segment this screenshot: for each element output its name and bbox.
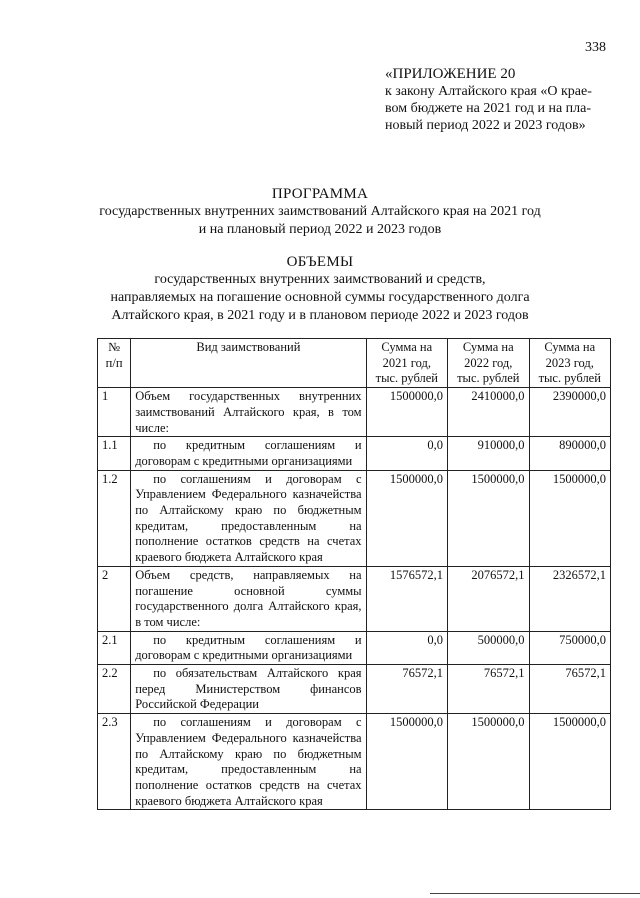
row-sum-2021: 1500000,0 — [366, 470, 447, 566]
table-row — [98, 714, 611, 810]
row-sum-2021: 0,0 — [366, 437, 447, 470]
appendix-title: «ПРИЛОЖЕНИЕ 20 — [385, 66, 516, 82]
row-number: 1.2 — [98, 470, 131, 566]
bottom-divider — [430, 893, 640, 894]
row-sum-2023: 2326572,1 — [529, 566, 611, 631]
volumes-heading — [0, 253, 640, 325]
volumes-subtitle-line: направляемых на погашение основной суммы государственного долга — [110, 290, 530, 305]
table-row — [98, 388, 611, 437]
header-number: № п/п — [98, 339, 131, 388]
row-name: по кредитным соглашениям и договорам с кредитными организациями — [131, 631, 366, 664]
row-sum-2023: 890000,0 — [529, 437, 611, 470]
row-number: 2.1 — [98, 631, 131, 664]
row-sum-2023: 2390000,0 — [529, 388, 611, 437]
program-subtitle-line: государственных внутренних заимствований Алтайского края на 2021 год — [99, 204, 541, 219]
table-row — [98, 437, 611, 470]
appendix-line: вом бюджете на 2021 год и на пла- — [385, 101, 592, 116]
row-sum-2022: 1500000,0 — [448, 470, 529, 566]
row-sum-2021: 1500000,0 — [366, 714, 447, 810]
header-sum-2021: Сумма на 2021 год, тыс. рублей — [366, 339, 447, 388]
row-number: 1.1 — [98, 437, 131, 470]
row-name: по соглашениям и договорам с Управлением Федерального казначейства по Алтайскому краю по бюджетным кредитам, предоставленным на пополнение остатков средств на счетах краевого бюджета Алтайского края — [131, 714, 366, 810]
header-sum-2023: Сумма на 2023 год, тыс. рублей — [529, 339, 611, 388]
borrowings-table — [97, 338, 611, 810]
table-row — [98, 631, 611, 664]
row-number: 2 — [98, 566, 131, 631]
volumes-title: ОБЪЕМЫ — [286, 254, 354, 270]
appendix-line: к закону Алтайского края «О крае- — [385, 84, 592, 99]
row-sum-2022: 500000,0 — [448, 631, 529, 664]
program-heading — [0, 185, 640, 239]
row-sum-2023: 1500000,0 — [529, 714, 611, 810]
row-name: по кредитным соглашениям и договорам с кредитными организациями — [131, 437, 366, 470]
row-sum-2022: 2410000,0 — [448, 388, 529, 437]
table-row — [98, 665, 611, 714]
row-sum-2022: 76572,1 — [448, 665, 529, 714]
row-name: по обязательствам Алтайского края перед Министерством финансов Российской Федерации — [131, 665, 366, 714]
row-sum-2021: 0,0 — [366, 631, 447, 664]
row-sum-2021: 1576572,1 — [366, 566, 447, 631]
header-sum-2022: Сумма на 2022 год, тыс. рублей — [448, 339, 529, 388]
header-borrowing-type: Вид заимствований — [131, 339, 366, 388]
row-sum-2021: 1500000,0 — [366, 388, 447, 437]
volumes-subtitle-line: Алтайского края, в 2021 году и в плановом периоде 2022 и 2023 годов — [111, 308, 529, 323]
volumes-subtitle-line: государственных внутренних заимствований и средств, — [154, 272, 486, 287]
row-sum-2023: 750000,0 — [529, 631, 611, 664]
row-name: Объем государственных внутренних заимствований Алтайского края, в том числе: — [131, 388, 366, 437]
appendix-reference — [385, 66, 625, 134]
program-title: ПРОГРАММА — [271, 186, 369, 202]
row-sum-2021: 76572,1 — [366, 665, 447, 714]
row-number: 1 — [98, 388, 131, 437]
table-row — [98, 566, 611, 631]
appendix-line: новый период 2022 и 2023 годов» — [385, 118, 586, 133]
row-sum-2023: 76572,1 — [529, 665, 611, 714]
program-subtitle-line: и на плановый период 2022 и 2023 годов — [198, 222, 442, 237]
row-name: Объем средств, направляемых на погашение основной суммы государственного долга Алтайского края, в том числе: — [131, 566, 366, 631]
row-number: 2.3 — [98, 714, 131, 810]
row-name: по соглашениям и договорам с Управлением Федерального казначейства по Алтайскому краю по бюджетным кредитам, предоставленным на пополнение остатков средств на счетах краевого бюджета Алтайского края — [131, 470, 366, 566]
row-number: 2.2 — [98, 665, 131, 714]
page-number: 338 — [585, 40, 606, 55]
row-sum-2022: 910000,0 — [448, 437, 529, 470]
table-header-row — [98, 339, 611, 388]
row-sum-2022: 1500000,0 — [448, 714, 529, 810]
row-sum-2022: 2076572,1 — [448, 566, 529, 631]
row-sum-2023: 1500000,0 — [529, 470, 611, 566]
table-row — [98, 470, 611, 566]
